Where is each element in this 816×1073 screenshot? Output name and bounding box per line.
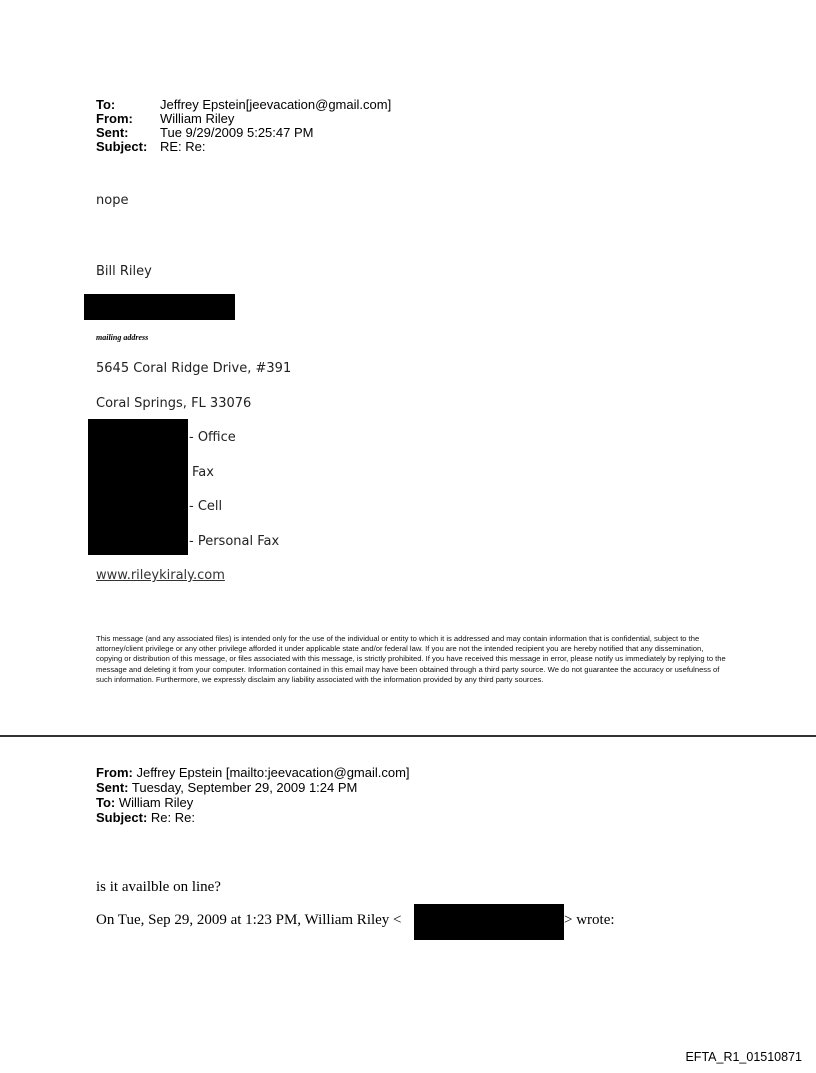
fwd-to-value: William Riley [118,795,194,810]
redaction-block [414,904,564,940]
phone-cell: - Cell [189,499,223,514]
divider [0,735,816,737]
fwd-subject-label: Subject: [96,810,148,825]
sent-label: Sent: [96,125,129,140]
disclaimer-text: This message (and any associated files) is intended only for the use of the individual or entity to which it is addressed and may contain information that is confidential, subject to the attorney/client privilege or any other privilege afforded it under applicable state and/or federal law. If you are not the intended recipient you are hereby notified that any dissemination, copying or distribution of this message, or files associated with this message, is strictly prohibited. If you have received this message in error, please notify us immediately by replying to the message and deleting it from your computer. Information contained in this email may have been obtained through a third party source. We do not guarantee the accuracy or usefulness of such information. Furthermore, we expressly disclaim any liability associated with the information provided by any third party sources. [96,634,726,684]
phone-office: - Office [189,430,236,445]
quote-prefix: On Tue, Sep 29, 2009 at 1:23 PM, William Riley < [96,912,402,928]
fwd-sent-value: Tuesday, September 29, 2009 1:24 PM [131,780,358,795]
redaction-block [88,419,188,555]
phone-personal-fax: - Personal Fax [189,534,280,549]
fwd-from-label: From: [96,765,133,780]
phone-fax: Fax [192,465,214,480]
fwd-from-value: Jeffrey Epstein [mailto:jeevacation@gmail.com] [136,765,410,780]
reply-text: nope [96,193,129,208]
address-line-2: Coral Springs, FL 33076 [96,396,252,411]
fwd-to-label: To: [96,795,116,810]
to-label: To: [96,97,116,112]
fwd-message: is it availble on line? [96,879,221,895]
address-line-1: 5645 Coral Ridge Drive, #391 [96,361,292,376]
fwd-subject-value: Re: Re: [150,810,195,825]
to-value: Jeffrey Epstein[jeevacation@gmail.com] [160,97,392,112]
fwd-from-line [96,766,410,779]
subject-label: Subject: [96,139,148,154]
fwd-sent-label: Sent: [96,780,129,795]
mailing-address-label: mailing address [96,333,149,342]
fwd-to-line [96,796,193,809]
subject-value: RE: Re: [160,139,206,154]
from-label: From: [96,111,133,126]
redaction-block [84,294,235,320]
document-id: EFTA_R1_01510871 [685,1050,802,1064]
signature-name: Bill Riley [96,264,152,279]
fwd-subject-line [96,811,195,824]
quote-suffix: > wrote: [564,912,615,928]
sent-value: Tue 9/29/2009 5:25:47 PM [160,125,314,140]
fwd-sent-line [96,781,357,794]
website-link[interactable]: www.rileykiraly.com [96,568,225,583]
from-value: William Riley [160,111,235,126]
